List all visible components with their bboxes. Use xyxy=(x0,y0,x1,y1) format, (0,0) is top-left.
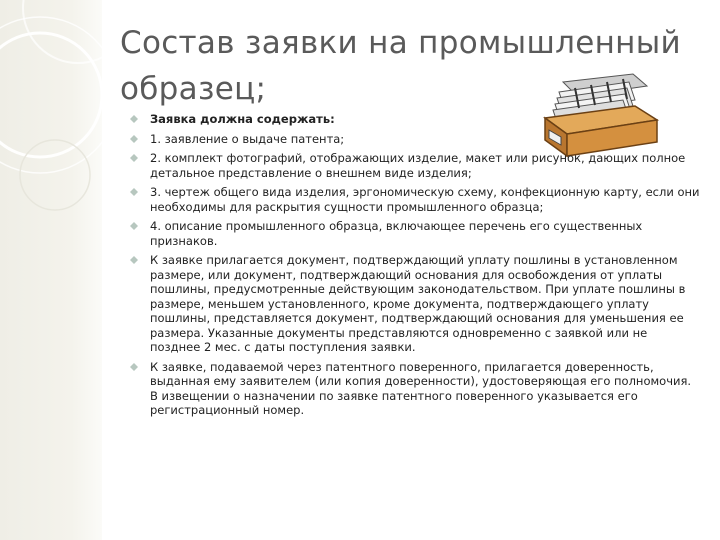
bullet-text: 3. чертеж общего вида изделия, эргономическую схему, конфекционную карту, если они необходимы для раскрытия сущности промышленного образца; xyxy=(150,185,700,214)
list-item xyxy=(130,112,700,127)
bullet-text: Заявка должна содержать: xyxy=(150,112,335,126)
slide-title-line-1: Состав заявки на промышленный xyxy=(120,25,681,61)
list-item xyxy=(130,360,700,418)
bullet-text: 2. комплект фотографий, отображающих изделие, макет или рисунок, дающих полное детальное представление о внешнем виде изделия; xyxy=(150,151,686,180)
list-item xyxy=(130,132,700,147)
bullet-text: 1. заявление о выдаче патента; xyxy=(150,131,345,146)
bullet-text: 4. описание промышленного образца, включающее перечень его существенных признаков. xyxy=(150,219,643,248)
decorative-circles xyxy=(0,0,130,540)
list-item xyxy=(130,253,700,355)
bullet-text: К заявке, подаваемой через патентного поверенного, прилагается доверенность, выданная ему заявителем (или копия доверенности), удостоверяющая его полномочия. В извещении о назначении по заявке патентного поверенного указывается его регистрационный номер. xyxy=(150,359,692,417)
bullet-text: К заявке прилагается документ, подтверждающий уплату пошлины в установленном размере, или документ, подтверждающий основания для освобождения от уплаты пошлины, предусмотренные действующим законодательством. При уплате пошлины в размере, меньшем установленного, кроме документа, подтверждающего уплату пошлины, представляется документ, подтверждающий основания для уменьшения ее размера. Указанные документы представляются одновременно с заявкой или не позднее 2 мес. с даты поступления заявки. xyxy=(150,253,686,354)
slide-title-line-2: образец; xyxy=(120,71,267,107)
list-item xyxy=(130,151,700,180)
list-item xyxy=(130,219,700,248)
list-item xyxy=(130,185,700,214)
bullet-list xyxy=(130,112,700,423)
